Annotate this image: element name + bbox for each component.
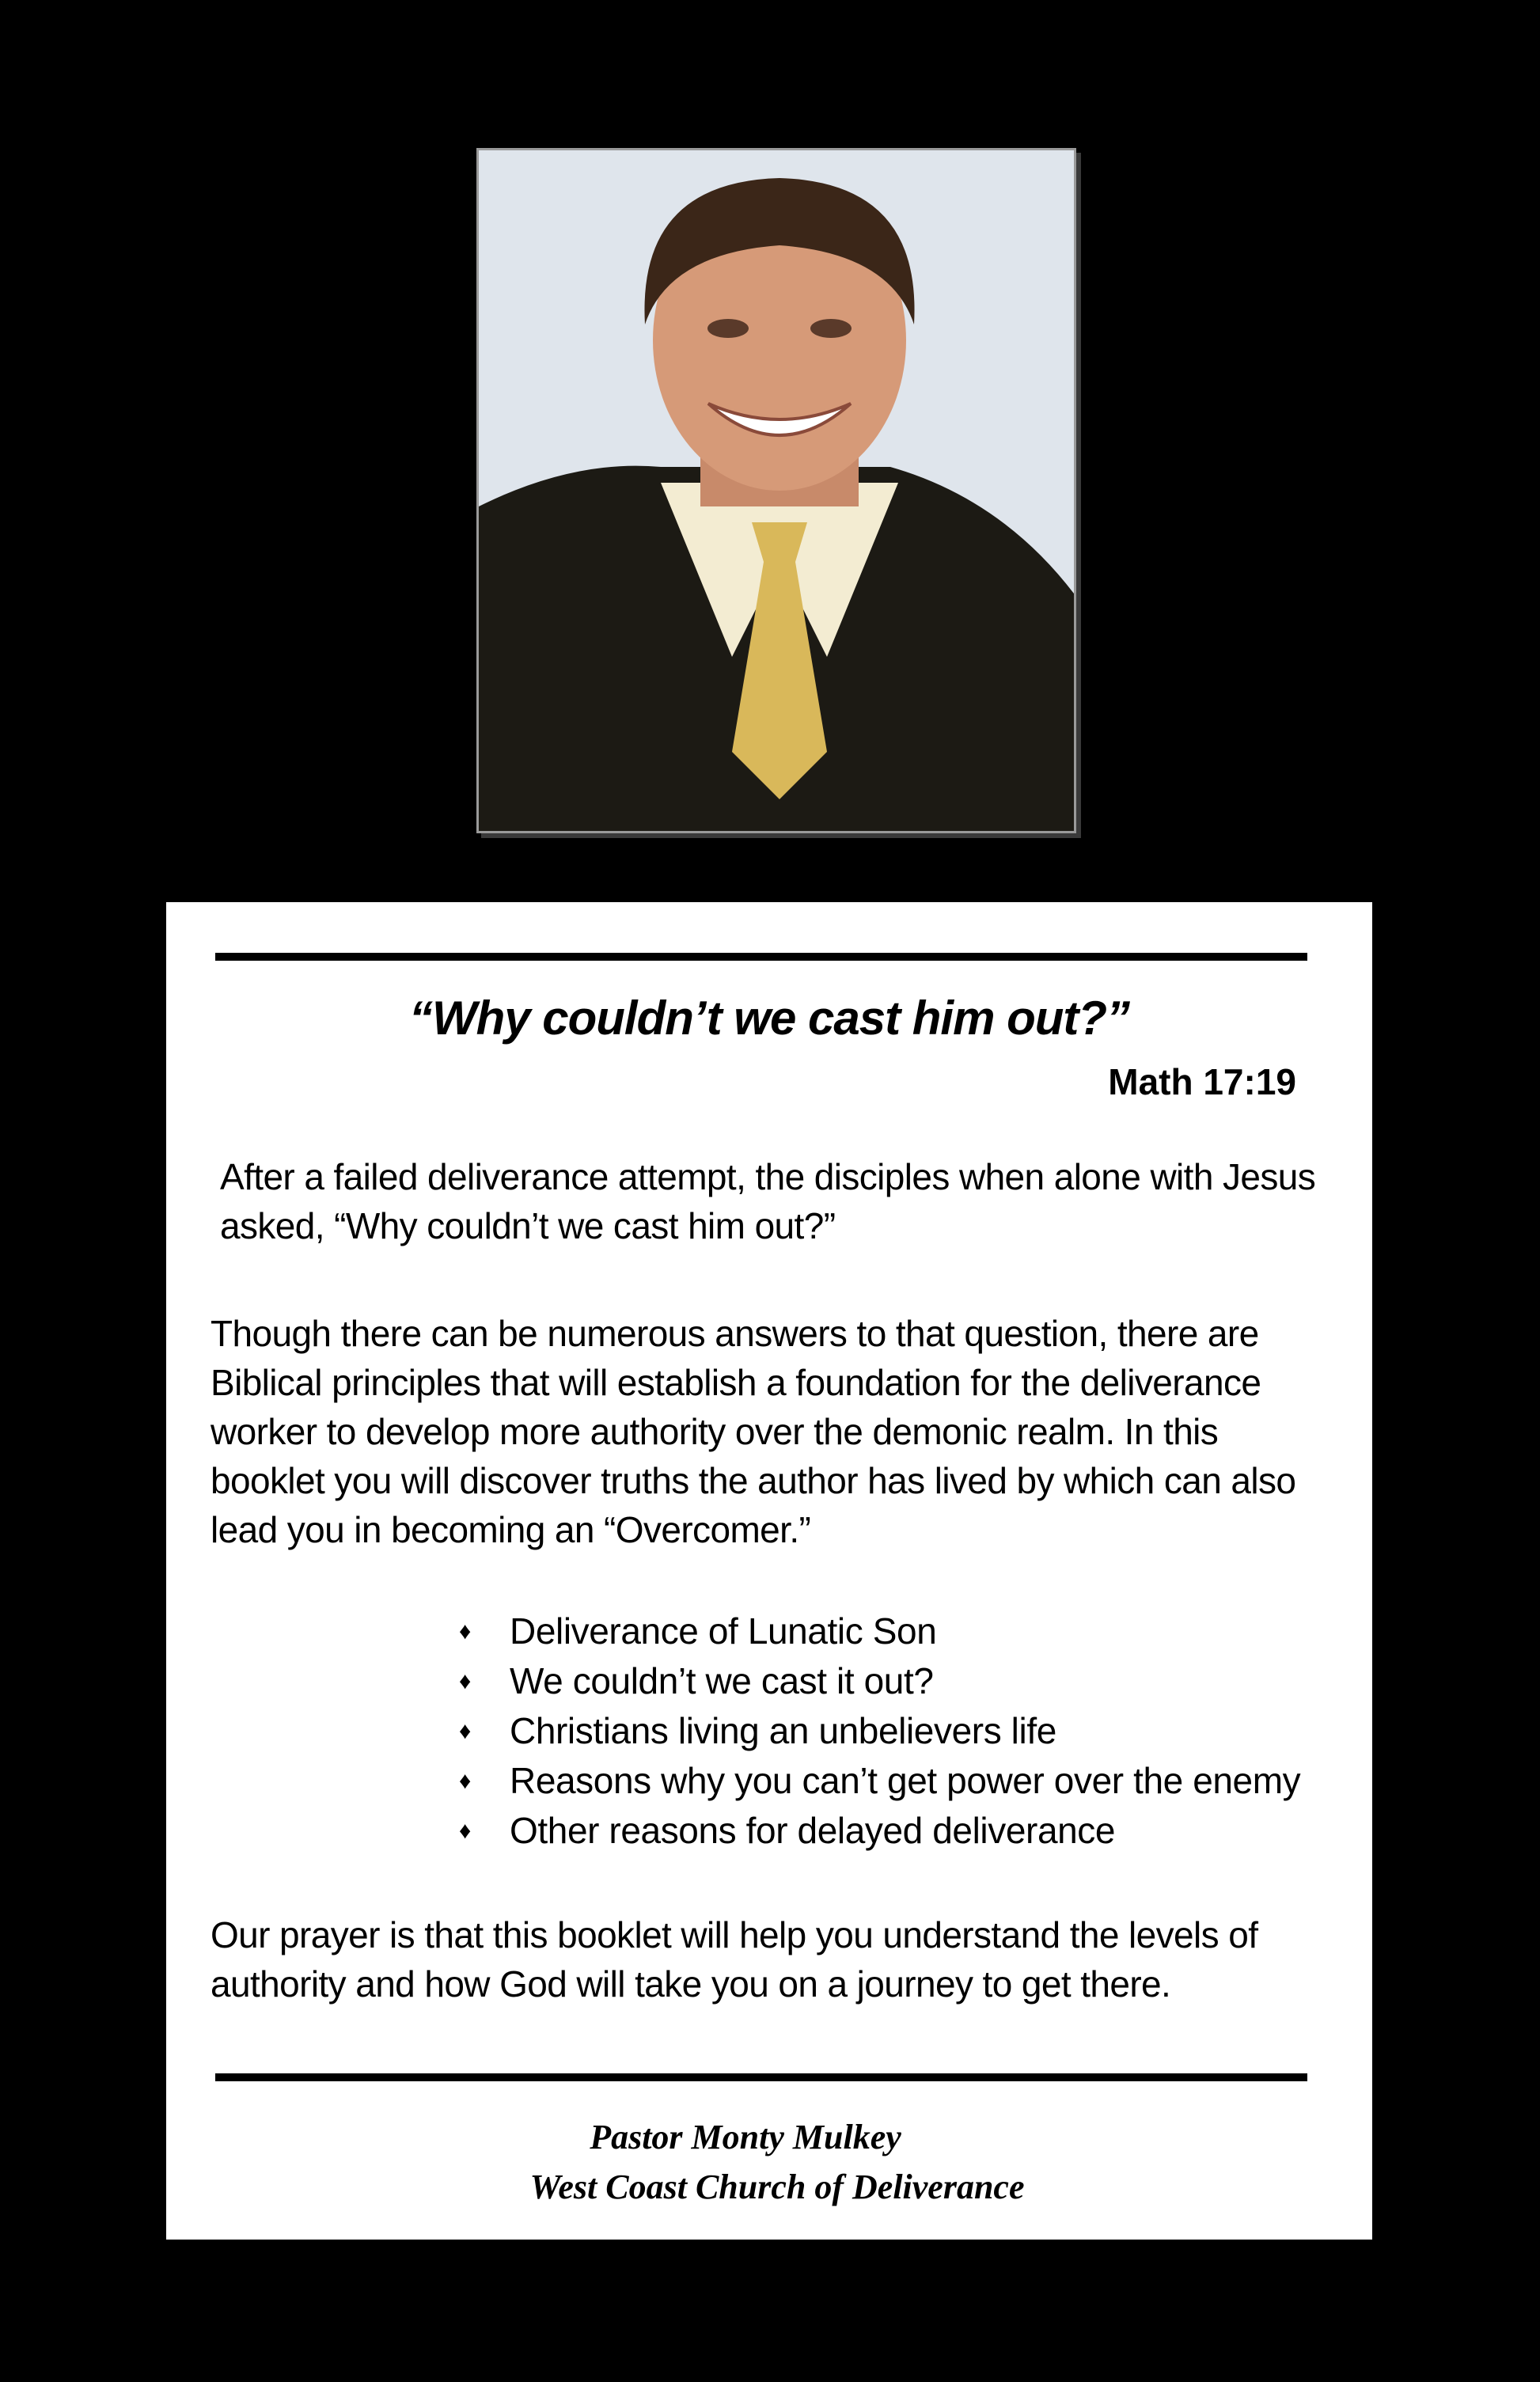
list-item-text: Reasons why you can’t get power over the enemy [510,1760,1301,1801]
diamond-bullet-icon: ♦ [459,1618,471,1644]
author-name: Pastor Monty Mulkey [590,2118,901,2156]
diamond-bullet-icon: ♦ [459,1668,471,1694]
author-portrait [476,148,1076,833]
list-item [459,1756,1300,1806]
list-item-text: We couldn’t we cast it out? [510,1660,934,1701]
scripture-reference: Math 17:19 [1108,1061,1296,1102]
diamond-bullet-icon: ♦ [459,1768,471,1794]
list-item [459,1606,1300,1656]
diamond-bullet-icon: ♦ [459,1718,471,1744]
church-name: West Coast Church of Deliverance [529,2168,1025,2206]
body-paragraph: Though there can be numerous answers to that question, there are Biblical principles that will establish a foundation for the deliverance worker to develop more authority over the demonic realm. In this booklet you will discover truths the author has lived by which can also lead you in becoming an “Overcomer.” [211,1313,1296,1550]
list-item [459,1656,1300,1706]
description-card [166,902,1372,2240]
list-item [459,1706,1300,1756]
topics-list [459,1606,1300,1856]
list-item-text: Christians living an unbelievers life [510,1710,1056,1751]
closing-paragraph: Our prayer is that this booklet will help you understand the levels of authority and how God will take you on a journey to get there. [211,1914,1258,2005]
list-item-text: Deliverance of Lunatic Son [510,1610,937,1652]
diamond-bullet-icon: ♦ [459,1818,471,1844]
author-photo [479,150,1074,831]
intro-paragraph: After a failed deliverance attempt, the disciples when alone with Jesus asked, “Why couldn’t we cast him out?” [220,1156,1316,1246]
bottom-divider [215,2073,1307,2081]
list-item-text: Other reasons for delayed deliverance [510,1810,1116,1851]
headline-quote: “Why couldn’t we cast him out?” [408,992,1130,1045]
list-item [459,1806,1300,1856]
top-divider [215,953,1307,961]
